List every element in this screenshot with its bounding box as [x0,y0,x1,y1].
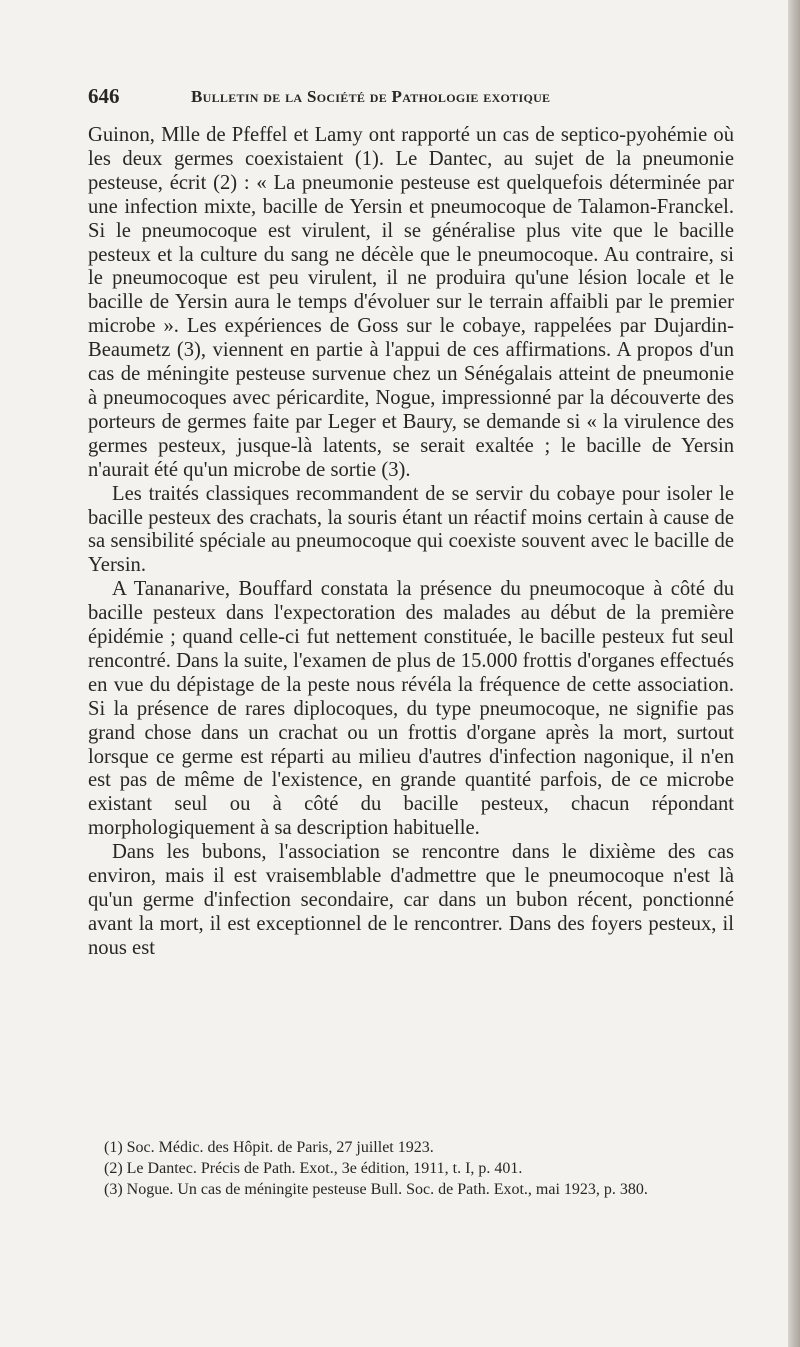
page-number: 646 [88,84,120,108]
footnote-3: (3) Nogue. Un cas de méningite pesteuse Bull. Soc. de Path. Exot., mai 1923, p. 380. [104,1181,648,1198]
paragraph-2: Les traités classiques recommandent de se servir du cobaye pour isoler le bacille pesteux des crachats, la souris étant un réactif moins certain à cause de sa sensibilité spéciale au pneumocoque qui coexiste souvent avec le bacille de Yersin. [88,482,734,577]
page-header [88,84,648,112]
paragraph-4: Dans les bubons, l'association se rencontre dans le dixième des cas environ, mais il est vraisemblable d'admettre que le pneumocoque n'est là qu'un germe d'infection secondaire, car dans un bubon récent, ponctionné avant la mort, il est exceptionnel de le rencontrer. Dans des foyers pesteux, il nous est [88,841,734,959]
body-text [88,124,734,961]
footnote-2: (2) Le Dantec. Précis de Path. Exot., 3e édition, 1911, t. I, p. 401. [104,1160,523,1177]
footnote-1: (1) Soc. Médic. des Hôpit. de Paris, 27 juillet 1923. [104,1139,434,1156]
page-edge-shadow [788,0,800,1347]
paragraph-3: A Tananarive, Bouffard constata la présence du pneumocoque à côté du bacille pesteux dans l'expectoration des malades au début de la première épidémie ; quand celle-ci fut nettement constituée, le bacille pesteux fut seul rencontré. Dans la suite, l'examen de plus de 15.000 frottis d'organes effectués en vue du dépistage de la peste nous révéla la fréquence de cette association. Si la présence de rares diplocoques, du type pneumocoque, ne signifie pas grand chose dans un crachat ou un frottis d'organe après la mort, surtout lorsque ce germe est réparti au milieu d'autres d'infection nagonique, il n'en est pas de même de l'existence, en grande quantité parfois, de ce microbe existant seul ou à côté du bacille pesteux, chacun répondant morphologiquement à sa description habituelle. [88,578,734,840]
footnotes [104,1137,734,1200]
running-title: Bulletin de la Société de Pathologie exotique [191,87,551,106]
paragraph-1: Guinon, Mlle de Pfeffel et Lamy ont rapporté un cas de septico-pyohémie où les deux germes coexistaient (1). Le Dantec, au sujet de la pneumonie pesteuse, écrit (2) : « La pneumonie pesteuse est quelquefois déterminée par une infection mixte, bacille de Yersin et pneumocoque de Talamon-Franckel. Si le pneumocoque est virulent, il se généralise plus vite que le bacille pesteux et la culture du sang ne décèle que le pneumocoque. Au contraire, si le pneumocoque est peu virulent, il ne produira qu'une lésion locale et le bacille de Yersin aura le temps d'évoluer sur le terrain affaibli par le premier microbe ». Les expériences de Goss sur le cobaye, rappelées par Dujardin-Beaumetz (3), viennent en partie à l'appui de ces affirmations. A propos d'un cas de méningite pesteuse survenue chez un Sénégalais atteint de pneumonie à pneumocoques avec péricardite, Nogue, impressionné par la découverte des porteurs de germes faite par Leger et Baury, se demande si « la virulence des germes pesteux, jusque-là latents, se serait exaltée ; le bacille de Yersin n'aurait été qu'un microbe de sortie (3). [88,124,734,481]
